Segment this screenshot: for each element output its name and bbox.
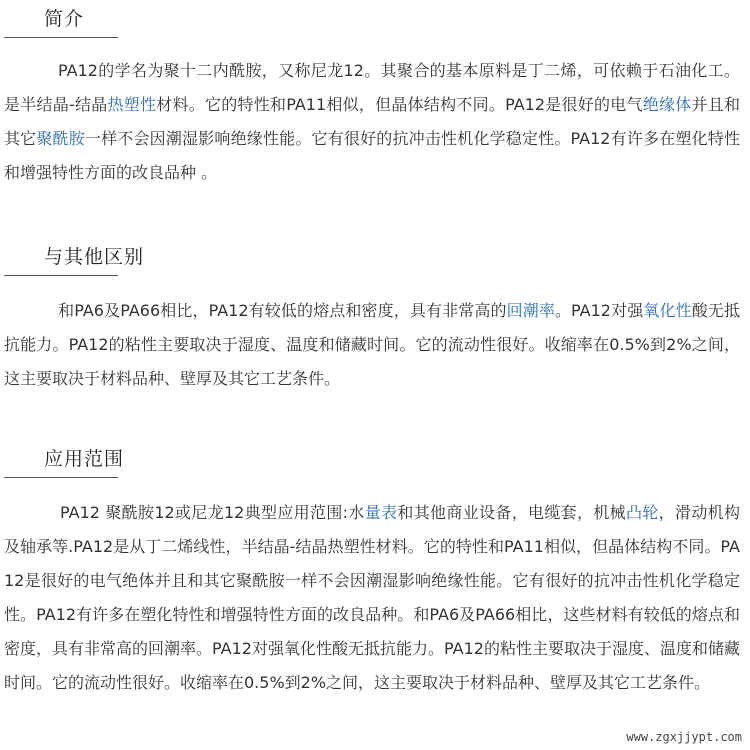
paragraph-text: 和其他商业设备，电缆套，机械 (397, 503, 626, 522)
paragraph-text: 材料。它的特性和PA11相似，但晶体结构不同。PA12是很好的电气 (156, 95, 643, 114)
term-link[interactable]: 绝缘体 (642, 95, 692, 114)
section-title: 与其他区别 (44, 246, 145, 268)
paragraph-text: 。PA12对强 (554, 301, 644, 320)
term-link[interactable]: 氧化性 (643, 301, 692, 320)
section-paragraph (4, 54, 740, 190)
term-link[interactable]: 回潮率 (506, 301, 555, 320)
watermark: www.zgxjjypt.com (626, 730, 742, 744)
section-applications (0, 440, 750, 692)
paragraph-text: 并且和其它 (4, 95, 740, 148)
heading-underline (4, 477, 118, 478)
term-link[interactable]: 凸轮 (626, 503, 659, 522)
section-differences (0, 238, 750, 388)
section-heading (0, 440, 750, 478)
paragraph-text: 酸无抵抗能力。PA12的粘性主要取决于湿度、温度和储藏时间。它的流动性很好。收缩率在0.5%到2%之间，这主要取决于材料品种、壁厚及其它工艺条件。 (4, 301, 740, 388)
section-paragraph (4, 496, 740, 700)
section-title: 应用范围 (44, 448, 125, 470)
heading-underline (4, 275, 118, 276)
section-paragraph (4, 294, 740, 396)
heading-underline (4, 37, 118, 38)
paragraph-text: ，滑动机构及轴承等.PA12是从丁二烯线性，半结晶-结晶热塑性材料。它的特性和PA11相似，但晶体结构不同。PA12是很好的电气绝体并且和其它聚酰胺一样不会因潮湿影响绝缘性能。它有很好的抗冲击性机化学稳定性。PA12有许多在塑化特性和增强特性方面的改良品种。和PA6及PA66相比，这些材料有较低的熔点和密度，具有非常高的回潮率。PA12对强氧化性酸无抵抗能力。PA12的粘性主要取决于湿度、温度和储藏时间。它的流动性很好。收缩率在0.5%到2%之间，这主要取决于材料品种、壁厚及其它工艺条件。 (4, 503, 740, 692)
paragraph-text: 一样不会因潮湿影响绝缘性能。它有很好的抗冲击性机化学稳定性。PA12有许多在塑化特性和增强特性方面的改良品种 。 (4, 129, 740, 182)
section-title: 简介 (44, 8, 85, 30)
term-link[interactable]: 热塑性 (107, 95, 157, 114)
term-link[interactable]: 量表 (364, 503, 398, 522)
paragraph-text: PA12的学名为聚十二内酰胺，又称尼龙12。其聚合的基本原料是丁二烯，可依赖于石油化工。是半结晶-结晶 (4, 61, 740, 114)
paragraph-text: 和PA6及PA66相比，PA12有较低的熔点和密度，具有非常高的 (58, 301, 507, 320)
section-heading (0, 0, 750, 38)
section-intro (0, 0, 750, 182)
term-link[interactable]: 聚酰胺 (36, 129, 85, 148)
section-heading (0, 238, 750, 276)
paragraph-text: PA12 聚酰胺12或尼龙12典型应用范围:水 (60, 503, 365, 522)
